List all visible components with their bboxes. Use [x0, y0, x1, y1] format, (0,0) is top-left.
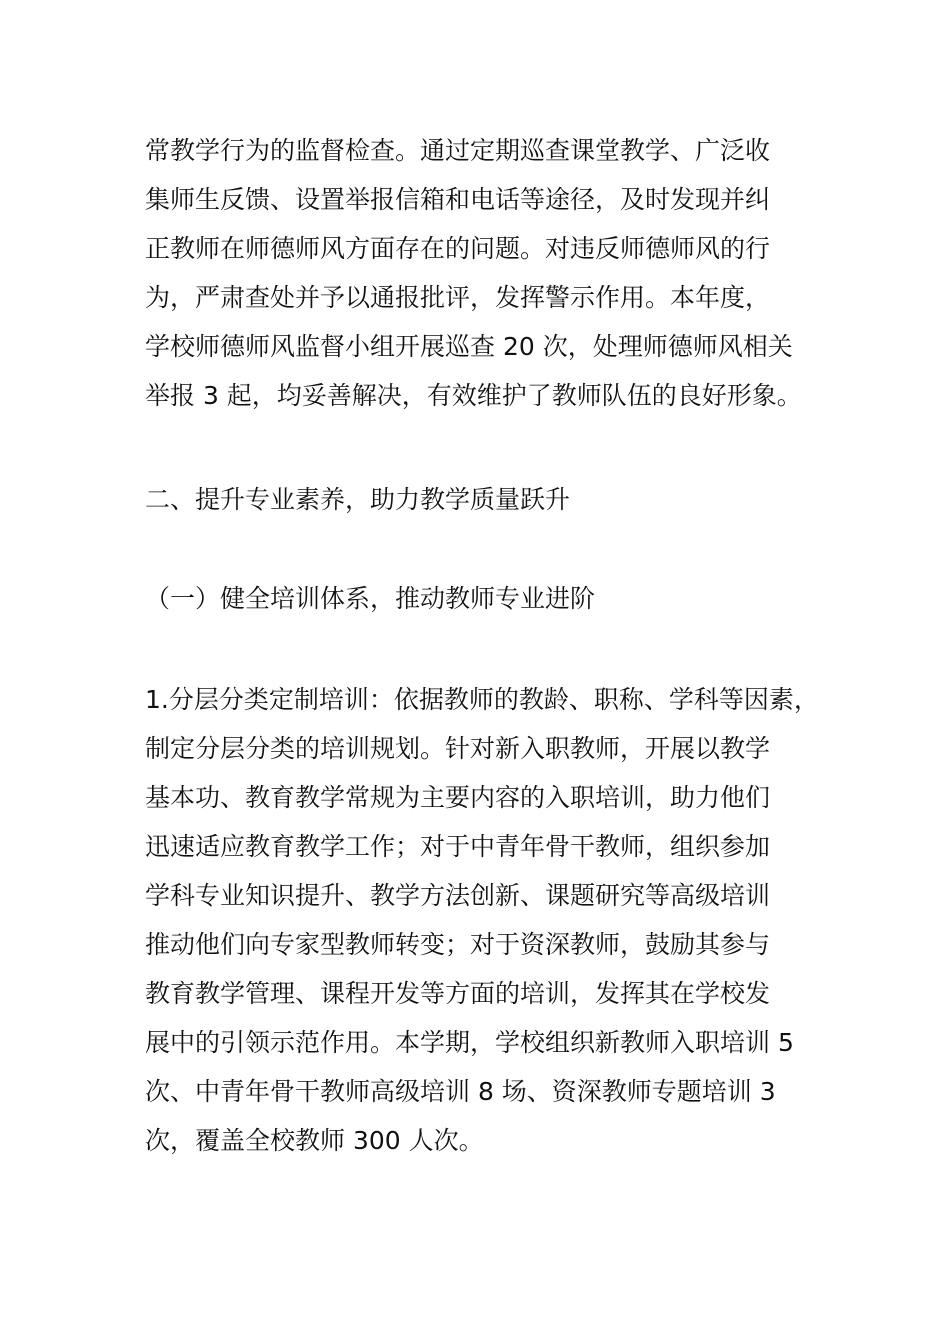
text-line: 展中的引领示范作用。本学期，学校组织新教师入职培训 5 — [145, 1028, 794, 1057]
paragraph-training — [145, 675, 845, 1165]
subsection-heading-text: （一）健全培训体系，推动教师专业进阶 — [145, 584, 596, 613]
text-line: 学科专业知识提升、教学方法创新、课题研究等高级培训 — [145, 881, 771, 910]
text-line: 1.分层分类定制培训：依据教师的教龄、职称、学科等因素， — [145, 685, 819, 714]
text-line: 常教学行为的监督检查。通过定期巡查课堂教学、广泛收 — [145, 136, 771, 165]
section-heading — [145, 475, 845, 524]
text-line: 教育教学管理、课程开发等方面的培训，发挥其在学校发 — [145, 979, 771, 1008]
paragraph-supervision — [145, 126, 845, 420]
section-heading-text: 二、提升专业素养，助力教学质量跃升 — [145, 485, 571, 514]
text-line: 为，严肃查处并予以通报批评，发挥警示作用。本年度， — [145, 283, 771, 312]
text-line: 次、中青年骨干教师高级培训 8 场、资深教师专题培训 3 — [145, 1077, 776, 1106]
text-line: 迅速适应教育教学工作；对于中青年骨干教师，组织参加 — [145, 832, 771, 861]
text-line: 推动他们向专家型教师转变；对于资深教师，鼓励其参与 — [145, 930, 771, 959]
text-line: 基本功、教育教学常规为主要内容的入职培训，助力他们 — [145, 783, 771, 812]
text-line: 举报 3 起，均妥善解决，有效维护了教师队伍的良好形象。 — [145, 381, 802, 410]
text-line: 制定分层分类的培训规划。针对新入职教师，开展以教学 — [145, 734, 771, 763]
text-line: 正教师在师德师风方面存在的问题。对违反师德师风的行 — [145, 234, 771, 263]
text-line: 学校师德师风监督小组开展巡查 20 次，处理师德师风相关 — [145, 332, 793, 361]
subsection-heading — [145, 574, 845, 623]
text-line: 集师生反馈、设置举报信箱和电话等途径，及时发现并纠 — [145, 185, 771, 214]
text-line: 次，覆盖全校教师 300 人次。 — [145, 1126, 484, 1155]
